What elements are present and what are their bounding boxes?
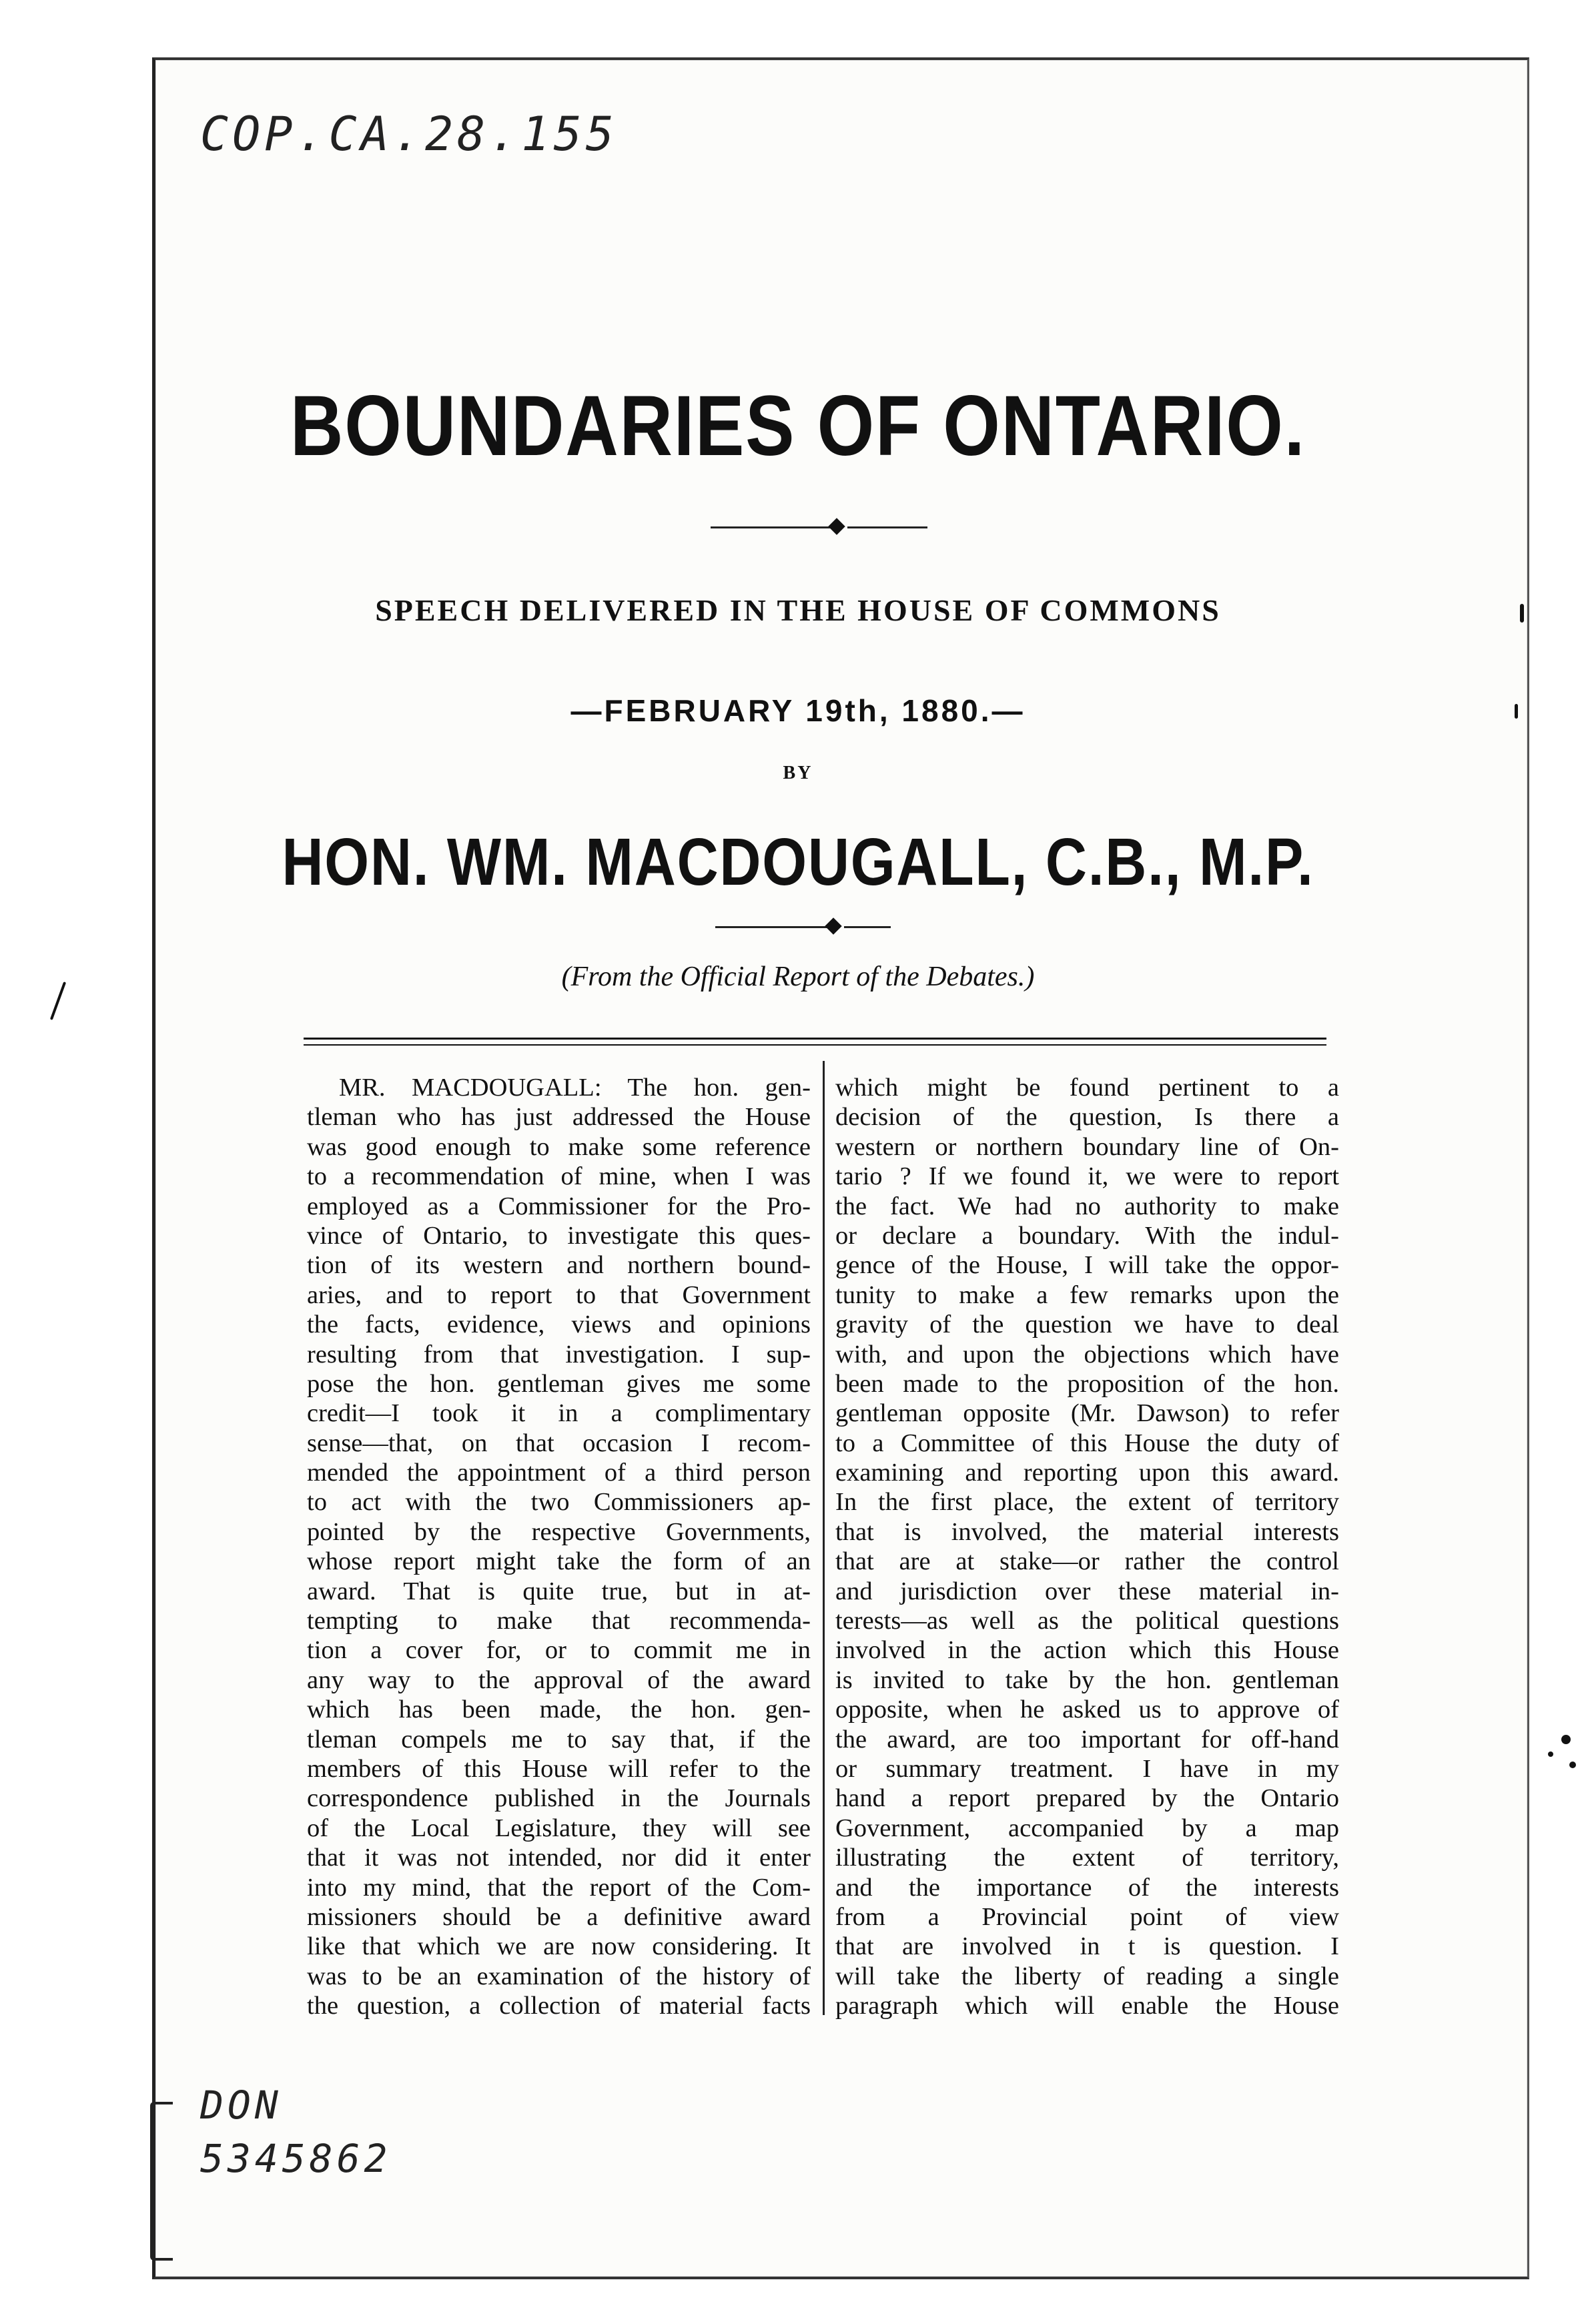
text-line: the fact. We had no authority to make bbox=[835, 1192, 1339, 1220]
text-line: that is involved, the material interests bbox=[835, 1517, 1339, 1546]
text-line: opposite, when he asked us to approve of bbox=[835, 1695, 1339, 1724]
text-line: and jurisdiction over these material in- bbox=[835, 1577, 1339, 1605]
bracket-mark bbox=[150, 2102, 173, 2261]
by-label: BY bbox=[783, 763, 813, 783]
text-line: the question, a collection of material facts bbox=[307, 1992, 811, 2020]
text-line: terests—as well as the political questions bbox=[835, 1607, 1339, 1635]
document-title: BOUNDARIES OF ONTARIO. bbox=[290, 378, 1306, 474]
text-line: tempting to make that recommenda- bbox=[307, 1607, 811, 1635]
text-line: involved in the action which this House bbox=[835, 1636, 1339, 1665]
text-line: which might be found pertinent to a bbox=[835, 1074, 1339, 1102]
text-line: that are involved in t is question. I bbox=[835, 1932, 1339, 1961]
right-column bbox=[835, 1073, 1339, 2021]
text-line: aries, and to report to that Government bbox=[307, 1280, 811, 1309]
text-line: missioners should be a definitive award bbox=[307, 1902, 811, 1931]
text-line: to a Committee of this House the duty of bbox=[835, 1429, 1339, 1457]
text-line: tario ? If we found it, we were to report bbox=[835, 1162, 1339, 1191]
text-line: the facts, evidence, views and opinions bbox=[307, 1310, 811, 1339]
text-line: with, and upon the objections which have bbox=[835, 1340, 1339, 1369]
text-line: resulting from that investigation. I sup- bbox=[307, 1340, 811, 1369]
speech-date: —FEBRUARY 19th, 1880.— bbox=[570, 693, 1026, 728]
text-line: which has been made, the hon. gen- bbox=[307, 1695, 811, 1724]
text-line: that are at stake—or rather the control bbox=[835, 1547, 1339, 1576]
text-line: examining and reporting upon this award. bbox=[835, 1459, 1339, 1487]
text-line: credit—I took it in a complimentary bbox=[307, 1399, 811, 1428]
text-line: pointed by the respective Governments, bbox=[307, 1517, 811, 1546]
text-line: members of this House will refer to the bbox=[307, 1754, 811, 1783]
text-line: tleman who has just addressed the House bbox=[307, 1103, 811, 1132]
text-line: illustrating the extent of territory, bbox=[835, 1844, 1339, 1872]
text-line: tion a cover for, or to commit me in bbox=[307, 1636, 811, 1665]
text-line: employed as a Commissioner for the Pro- bbox=[307, 1192, 811, 1220]
text-line: into my mind, that the report of the Com- bbox=[307, 1873, 811, 1902]
text-line: tleman compels me to say that, if the bbox=[307, 1725, 811, 1754]
text-line: the award, are too important for off-hand bbox=[835, 1725, 1339, 1754]
text-line: correspondence published in the Journals bbox=[307, 1784, 811, 1813]
text-line: hand a report prepared by the Ontario bbox=[835, 1784, 1339, 1813]
text-line: western or northern boundary line of On- bbox=[835, 1132, 1339, 1161]
column-separator bbox=[823, 1061, 825, 2015]
text-line: been made to the proposition of the hon. bbox=[835, 1369, 1339, 1398]
text-line: paragraph which will enable the House bbox=[835, 1992, 1339, 2020]
author-name: HON. WM. MACDOUGALL, C.B., M.P. bbox=[282, 825, 1314, 899]
text-line: any way to the approval of the award bbox=[307, 1665, 811, 1694]
text-line: will take the liberty of reading a single bbox=[835, 1962, 1339, 1990]
handwritten-code-line2: 5345862 bbox=[200, 2136, 392, 2181]
text-line: tion of its western and northern bound- bbox=[307, 1251, 811, 1280]
text-line: award. That is quite true, but in at- bbox=[307, 1577, 811, 1605]
text-line: gence of the House, I will take the oppor- bbox=[835, 1251, 1339, 1280]
text-line: sense—that, on that occasion I recom- bbox=[307, 1429, 811, 1457]
text-line: is invited to take by the hon. gentleman bbox=[835, 1665, 1339, 1694]
handwritten-code-line1: DON bbox=[200, 2082, 282, 2128]
text-line: that it was not intended, nor did it enter bbox=[307, 1844, 811, 1872]
text-line: whose report might take the form of an bbox=[307, 1547, 811, 1576]
text-line: like that which we are now considering. It bbox=[307, 1932, 811, 1961]
speech-subtitle: SPEECH DELIVERED IN THE HOUSE OF COMMONS bbox=[375, 593, 1221, 627]
source-note: (From the Official Report of the Debates.) bbox=[561, 961, 1035, 992]
handwritten-code bbox=[200, 2078, 391, 2185]
text-line: mended the appointment of a third person bbox=[307, 1459, 811, 1487]
text-line: and the importance of the interests bbox=[835, 1873, 1339, 1902]
text-line: In the first place, the extent of territory bbox=[835, 1488, 1339, 1517]
text-line: to act with the two Commissioners ap- bbox=[307, 1488, 811, 1517]
left-column bbox=[307, 1073, 811, 2021]
text-line: decision of the question, Is there a bbox=[835, 1103, 1339, 1132]
text-line: was good enough to make some reference bbox=[307, 1132, 811, 1161]
text-line: MR. MACDOUGALL: The hon. gen- bbox=[339, 1074, 811, 1102]
text-line: vince of Ontario, to investigate this ques- bbox=[307, 1221, 811, 1250]
text-line: Government, accompanied by a map bbox=[835, 1814, 1339, 1842]
text-line: pose the hon. gentleman gives me some bbox=[307, 1369, 811, 1398]
text-line: was to be an examination of the history of bbox=[307, 1962, 811, 1990]
text-line: gentleman opposite (Mr. Dawson) to refer bbox=[835, 1399, 1339, 1428]
text-line: gravity of the question we have to deal bbox=[835, 1310, 1339, 1339]
text-line: or declare a boundary. With the indul- bbox=[835, 1221, 1339, 1250]
handwritten-call-number: COP.CA.28.155 bbox=[200, 107, 618, 161]
text-line: from a Provincial point of view bbox=[835, 1902, 1339, 1931]
text-line: or summary treatment. I have in my bbox=[835, 1754, 1339, 1783]
text-line: to a recommendation of mine, when I was bbox=[307, 1162, 811, 1191]
text-line: tunity to make a few remarks upon the bbox=[835, 1280, 1339, 1309]
text-line: of the Local Legislature, they will see bbox=[307, 1814, 811, 1842]
